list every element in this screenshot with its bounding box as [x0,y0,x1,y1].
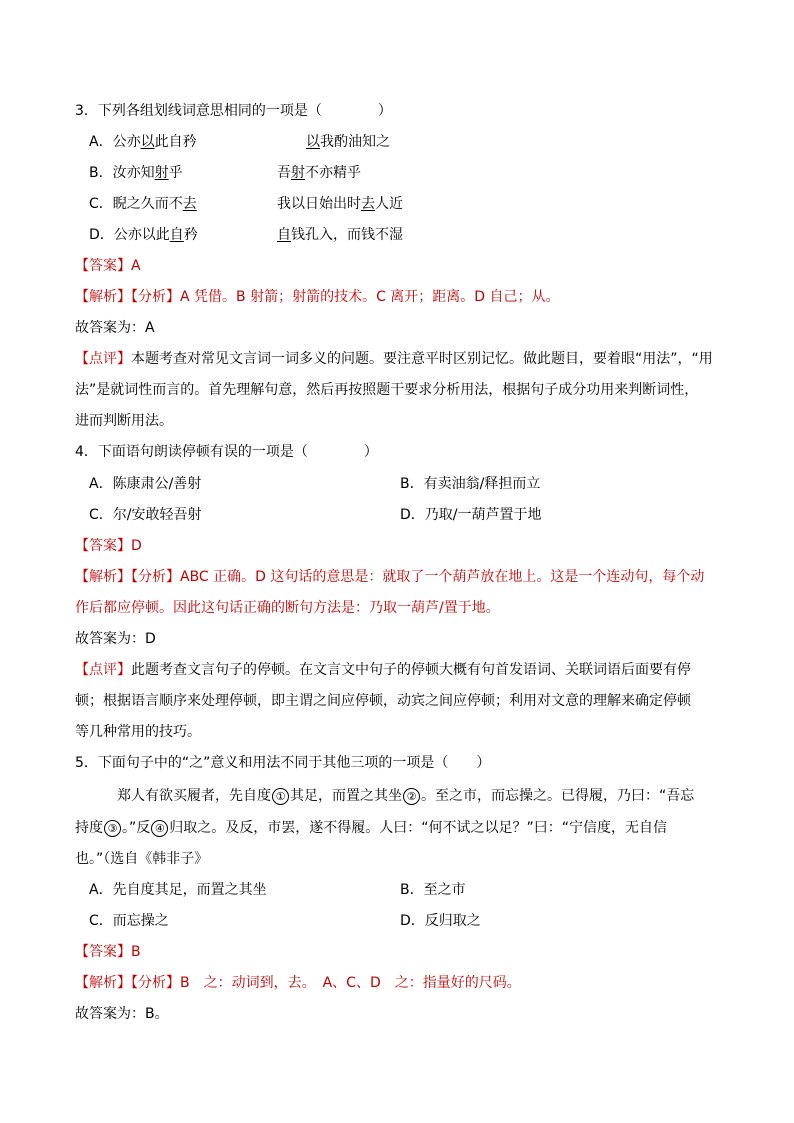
q3-option-b[interactable]: B．汝亦知射乎 [89,165,183,181]
q4-comment-line-2: 顿；根据语言顺序来处理停顿，即主谓之间应停顿，动宾之间应停顿；利用对文意的理解来确定停顿 [75,693,691,709]
option-label: A． [89,882,113,898]
q4-conclusion: 故答案为：D [75,631,156,647]
option-label: B． [400,882,424,898]
q5-answer: 【答案】B [75,944,141,960]
analysis-tag: 【解析】【分析】 [75,569,180,585]
q3-comment-line-3: 进而判断用法。 [75,413,173,429]
q5-passage-line-3: 也。”（选自《韩非子》 [75,851,209,867]
q3-answer: 【答案】A [75,258,141,274]
underlined-word: 以 [140,134,155,150]
q4-option-a[interactable]: A．陈康肃公/善射 [89,476,202,492]
underlined-word: 自 [169,227,184,243]
q4-analysis-line-2: 作后都应停顿。因此这句话正确的断句方法是：乃取一葫芦/置于地。 [75,600,500,616]
q5-conclusion: 故答案为：B。 [75,1006,169,1022]
option-label: D． [89,227,114,243]
q4-comment: 【点评】此题考查文言句子的停顿。在文言文中句子的停顿大概有句首发语词、关联词语后面要有停 [75,662,691,678]
q3-comment-line-2: 法”是就词性而言的。首先理解句意，然后再按照题干要求分析用法，根据句子成分功用来判断词性， [75,382,699,398]
q4-analysis: 【解析】【分析】ABC 正确。D 这句话的意思是：就取了一个葫芦放在地上。这是一个连动句，每个动 [75,569,705,585]
q5-analysis: 【解析】【分析】B 之：动词到，去。 A、C、D 之：指量好的尺码。 [75,975,521,991]
q5-option-a[interactable]: A．先自度其足，而置之其坐 [89,882,267,898]
q4-answer: 【答案】D [75,538,142,554]
option-label: C． [89,913,113,929]
circled-number-1: ① [272,788,289,805]
q5-option-c[interactable]: C．而忘操之 [89,913,169,929]
q3-conclusion: 故答案为：A [75,320,155,336]
q3-option-c-pair: 我以日始出时去人近 [277,196,403,212]
q5-passage-line-2: 持度 ③ 。”反 ④ 归取之。及反，市罢，遂不得履。人曰：“何不试之以足？”曰：“宁信度，无自信 [75,820,668,836]
q3-option-d-pair: 自钱孔入，而钱不湿 [277,227,403,243]
q3-option-a-pair: 以我酌油知之 [306,134,390,150]
q4-comment-line-3: 等几种常用的技巧。 [75,724,201,740]
comment-tag: 【点评】 [75,351,131,367]
q5-option-d[interactable]: D．反归取之 [400,913,481,929]
underlined-word: 射 [291,165,305,181]
option-label: B． [400,476,424,492]
q3-comment: 【点评】本题考查对常见文言词一词多义的问题。要注意平时区别记忆。做此题目，要着眼“用法”，“用 [75,351,713,367]
option-label: D． [400,507,425,523]
circled-number-4: ④ [151,820,168,837]
q4-stem: 4．下面语句朗读停顿有误的一项是（ ） [75,444,378,460]
q4-option-b[interactable]: B．有卖油翁/释担而立 [400,476,541,492]
answer-tag: 【答案】 [75,944,131,960]
q5-option-b[interactable]: B．至之市 [400,882,466,898]
answer-tag: 【答案】 [75,538,131,554]
q4-option-d[interactable]: D．乃取/一葫芦置于地 [400,507,542,523]
option-label: D． [400,913,425,929]
q3-option-b-pair: 吾射不亦精乎 [277,165,361,181]
circled-number-3: ③ [104,820,121,837]
option-label: C． [89,507,113,523]
option-label: A． [89,476,113,492]
option-label: A． [89,134,113,150]
underlined-word: 以 [306,134,320,150]
underlined-word: 射 [154,165,169,181]
option-label: B． [89,165,113,181]
underlined-word: 去 [182,196,197,212]
underlined-word: 去 [361,196,375,212]
q5-passage-line-1: 郑人有欲买履者，先自度 ① 其足，而置之其坐 ② 。至之市，而忘操之。已得履，乃曰：“吾忘 [117,788,695,804]
q3-option-a[interactable]: A．公亦以此自矜 [89,134,197,150]
option-label: C． [89,196,113,212]
analysis-tag: 【解析】【分析】 [75,289,180,305]
underlined-word: 自 [277,227,291,243]
circled-number-2: ② [403,788,420,805]
q3-analysis: 【解析】【分析】A 凭借。B 射箭；射箭的技术。C 离开；距离。D 自己；从。 [75,289,560,305]
q3-stem: 3．下列各组划线词意思相同的一项是（ ） [75,103,392,119]
q3-option-d[interactable]: D．公亦以此自矜 [89,227,198,243]
analysis-tag: 【解析】【分析】 [75,975,180,991]
q5-stem: 5．下面句子中的“之”意义和用法不同于其他三项的一项是（ ） [75,755,491,771]
answer-tag: 【答案】 [75,258,131,274]
q4-option-c[interactable]: C．尔/安敢轻吾射 [89,507,202,523]
q3-option-c[interactable]: C．睨之久而不去 [89,196,197,212]
comment-tag: 【点评】 [75,662,131,678]
